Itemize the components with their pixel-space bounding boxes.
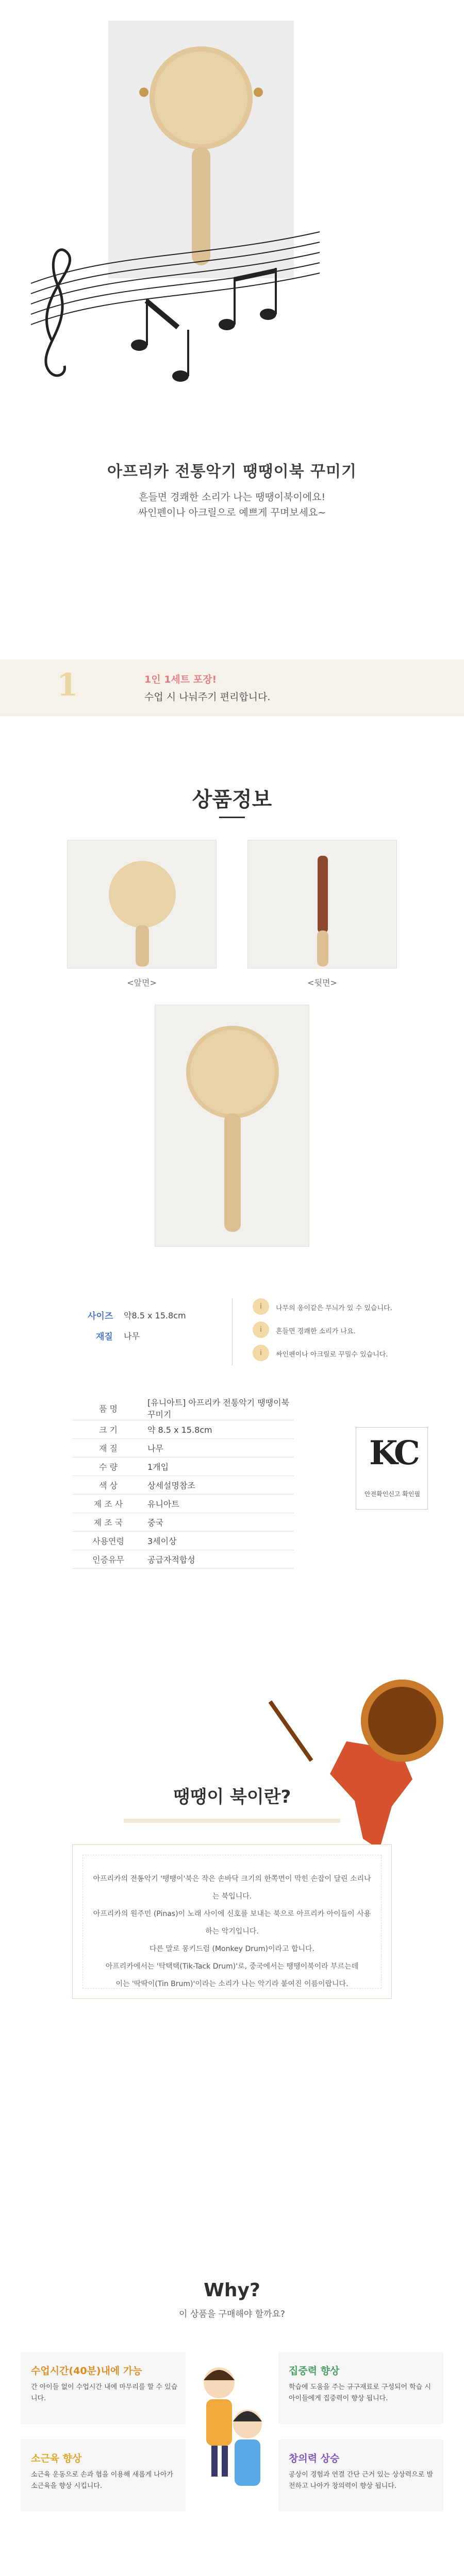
description-line: 다른 말로 몽키드럼 (Monkey Drum)이라고 합니다. bbox=[149, 1945, 315, 1953]
notice-number: 1 bbox=[57, 667, 78, 703]
description-line: 싸인펜이나 아크릴으로 예쁘게 꾸며보세요~ bbox=[138, 507, 326, 518]
side-photo bbox=[155, 1005, 309, 1247]
table-row bbox=[72, 1513, 294, 1532]
info-icon: i bbox=[253, 1321, 269, 1338]
table-row bbox=[72, 1439, 294, 1458]
description-line: 흔들면 경쾌한 소리가 나는 땡땡이북이에요! bbox=[138, 492, 326, 503]
description-text bbox=[93, 1870, 371, 1993]
spec-value: 나무 bbox=[144, 1439, 294, 1458]
table-row bbox=[72, 1495, 294, 1513]
spec-value: 1개입 bbox=[144, 1458, 294, 1476]
why-section bbox=[0, 2187, 464, 2576]
spec-key: 품 명 bbox=[72, 1396, 144, 1420]
spec-divider bbox=[232, 1298, 233, 1365]
size-label: 사이즈 bbox=[88, 1311, 113, 1321]
front-photo bbox=[67, 840, 217, 969]
product-title: 아프리카 전통악기 땡땡이북 꾸미기 bbox=[107, 463, 357, 481]
description-line: 아프리카에서는 '탁택택(Tik-Tack Drum)'로, 중국에서는 땡땡이북이라 부르는데 bbox=[105, 1962, 359, 1971]
spec-key: 인증유무 bbox=[72, 1550, 144, 1569]
material-value: 나무 bbox=[124, 1331, 140, 1341]
benefit-title: 수업시간(40분)내에 가능 bbox=[31, 2365, 142, 2377]
spec-key: 재 질 bbox=[72, 1439, 144, 1458]
kc-mark-icon: KC bbox=[369, 1434, 417, 1472]
kc-certification-badge bbox=[356, 1427, 428, 1510]
product-description bbox=[0, 489, 464, 520]
spec-value: 약 8.5 x 15.8cm bbox=[144, 1420, 294, 1439]
drum-illustration bbox=[361, 1680, 443, 1762]
what-is-title: 땡땡이 북이란? bbox=[173, 1787, 291, 1807]
spec-value: 3세이상 bbox=[144, 1532, 294, 1550]
spec-key: 수 량 bbox=[72, 1458, 144, 1476]
spec-key: 색 상 bbox=[72, 1476, 144, 1495]
spec-value: 중국 bbox=[144, 1513, 294, 1532]
why-title: Why? bbox=[204, 2280, 260, 2301]
table-row bbox=[72, 1396, 294, 1420]
table-row bbox=[72, 1476, 294, 1495]
spec-value: 유니아트 bbox=[144, 1495, 294, 1513]
benefit-text: 공상이 경험과 연결 간단 근거 있는 상상력으로 발전하고 나아가 창의력이 향상 됩니다. bbox=[289, 2471, 434, 2490]
heading-underline bbox=[219, 817, 245, 818]
size-value: 약8.5 x 15.8cm bbox=[124, 1311, 186, 1320]
benefit-text: 학습에 도움을 주는 규구재료로 구성되어 학습 시 아이들에게 집중력이 향상 됩니다. bbox=[289, 2383, 431, 2402]
table-row bbox=[72, 1532, 294, 1550]
spec-table bbox=[72, 1396, 294, 1569]
benefit-card bbox=[21, 2439, 186, 2512]
spec-value: 상세설명참조 bbox=[144, 1476, 294, 1495]
benefit-text: 소근육 운동으로 손과 협을 이용해 새롭게 나아가 소근육을 향상 시킵니다. bbox=[31, 2471, 173, 2490]
description-line: 아프리카의 전통악기 '땡땡이'북은 작은 손바닥 크기의 한쪽면이 막힌 손잡이 달린 소리나는 북입니다. bbox=[93, 1875, 371, 1901]
spec-key: 크 기 bbox=[72, 1420, 144, 1439]
front-caption: <앞면> bbox=[127, 978, 157, 988]
music-notes-illustration bbox=[10, 222, 330, 417]
spec-value: [유니아트] 아프리카 전통악기 땡땡이북 꾸미기 bbox=[144, 1396, 294, 1420]
drum-bead-right bbox=[254, 88, 263, 97]
benefit-text: 간 아이들 없이 수업시간 내에 마무리를 할 수 있습니다. bbox=[31, 2383, 178, 2402]
table-row bbox=[72, 1458, 294, 1476]
care-note: 싸인펜이나 아크릴로 꾸밀수 있습니다. bbox=[276, 1351, 388, 1359]
table-row bbox=[72, 1550, 294, 1569]
spec-key: 사용연령 bbox=[72, 1532, 144, 1550]
drum-bead-left bbox=[139, 88, 148, 97]
care-note: 흔들면 경쾌한 소리가 나요. bbox=[276, 1328, 356, 1335]
benefit-title: 소근육 향상 bbox=[31, 2453, 82, 2464]
children-illustration bbox=[191, 2352, 273, 2506]
product-info-section bbox=[0, 742, 464, 1602]
notice-text: 수업 시 나눠주기 편리합니다. bbox=[144, 691, 271, 703]
why-subtitle: 이 상품을 구매해야 할까요? bbox=[179, 2309, 285, 2319]
info-icon: i bbox=[253, 1345, 269, 1361]
drumstick-illustration bbox=[269, 1700, 313, 1761]
benefit-title: 집중력 향상 bbox=[289, 2365, 340, 2377]
back-caption: <뒷면> bbox=[307, 978, 337, 988]
product-info-heading: 상품정보 bbox=[192, 788, 272, 811]
benefit-card bbox=[21, 2352, 186, 2424]
description-line: 이는 '딱딱이(Tin Brum)'이라는 소리가 나는 악기라 붙여진 이름이랍니다. bbox=[115, 1980, 349, 1988]
title-highlight-bar bbox=[124, 1819, 340, 1823]
spec-key: 제 조 사 bbox=[72, 1495, 144, 1513]
back-photo bbox=[247, 840, 397, 969]
table-row bbox=[72, 1420, 294, 1439]
care-note: 나무의 옹이같은 무늬가 있 수 있습니다. bbox=[276, 1304, 392, 1312]
spec-key: 제 조 국 bbox=[72, 1513, 144, 1532]
info-icon: i bbox=[253, 1298, 269, 1315]
benefit-title: 창의력 상승 bbox=[289, 2453, 340, 2464]
description-line: 아프리카의 원주민 (Pinas)이 노래 사이에 신호를 보내는 북으로 아프리카 아이들이 사용하는 악기입니다. bbox=[93, 1910, 371, 1936]
what-is-section bbox=[0, 1602, 464, 2187]
benefit-card bbox=[278, 2439, 443, 2512]
hero-section bbox=[0, 0, 464, 639]
notice-highlight: 1인 1세트 포장! bbox=[144, 674, 217, 685]
packaging-notice-section bbox=[0, 639, 464, 742]
spec-value: 공급자적합성 bbox=[144, 1550, 294, 1569]
drum-head-image bbox=[150, 46, 253, 149]
kc-caption: 안전확인신고 확인필 bbox=[364, 1490, 421, 1498]
benefit-card bbox=[278, 2352, 443, 2424]
material-label: 재질 bbox=[96, 1332, 113, 1342]
